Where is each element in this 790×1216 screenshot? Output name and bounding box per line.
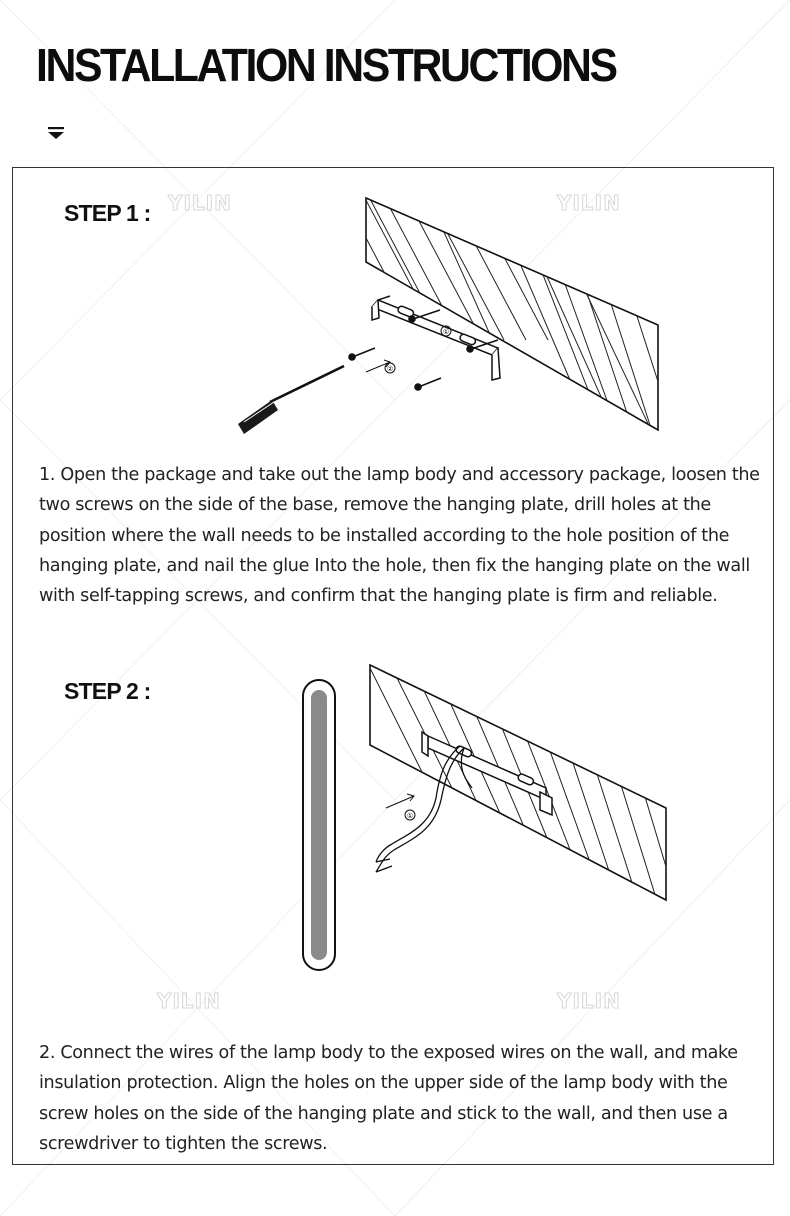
watermark: YILIN bbox=[157, 989, 221, 1013]
chevron-down-icon bbox=[46, 126, 66, 142]
watermark: YILIN bbox=[557, 191, 621, 215]
step-1-illustration bbox=[230, 190, 670, 440]
watermark: YILIN bbox=[168, 191, 232, 215]
callout-1: ① bbox=[406, 812, 414, 820]
callout-2: ② bbox=[386, 365, 394, 373]
step-1-description: 1. Open the package and take out the lamp body and accessory package, loosen the two screws on the side of the base, remove the hanging plate, drill holes at the position where the wall needs to be installed according to the hole position of the hanging plate, and nail the glue Into the hole, then fix the hanging plate on the wall with self-tapping screws, and confirm that the hanging plate is firm and reliable. bbox=[39, 465, 760, 607]
step-2-label: STEP 2 : bbox=[64, 678, 151, 704]
step-2-illustration bbox=[296, 660, 676, 980]
watermark: YILIN bbox=[557, 989, 621, 1013]
callout-1: ① bbox=[442, 328, 450, 336]
page-title: INSTALLATION INSTRUCTIONS bbox=[36, 39, 616, 91]
screwdriver-icon bbox=[238, 366, 344, 434]
lamp-body bbox=[303, 680, 335, 970]
step-2-description: 2. Connect the wires of the lamp body to the exposed wires on the wall, and make insulation protection. Align the holes on the upper side of the lamp body with the screw holes on the side of the hanging plate and stick to the wall, and then use a screwdriver to tighten the screws. bbox=[39, 1043, 738, 1154]
step-1-label: STEP 1 : bbox=[64, 200, 151, 226]
